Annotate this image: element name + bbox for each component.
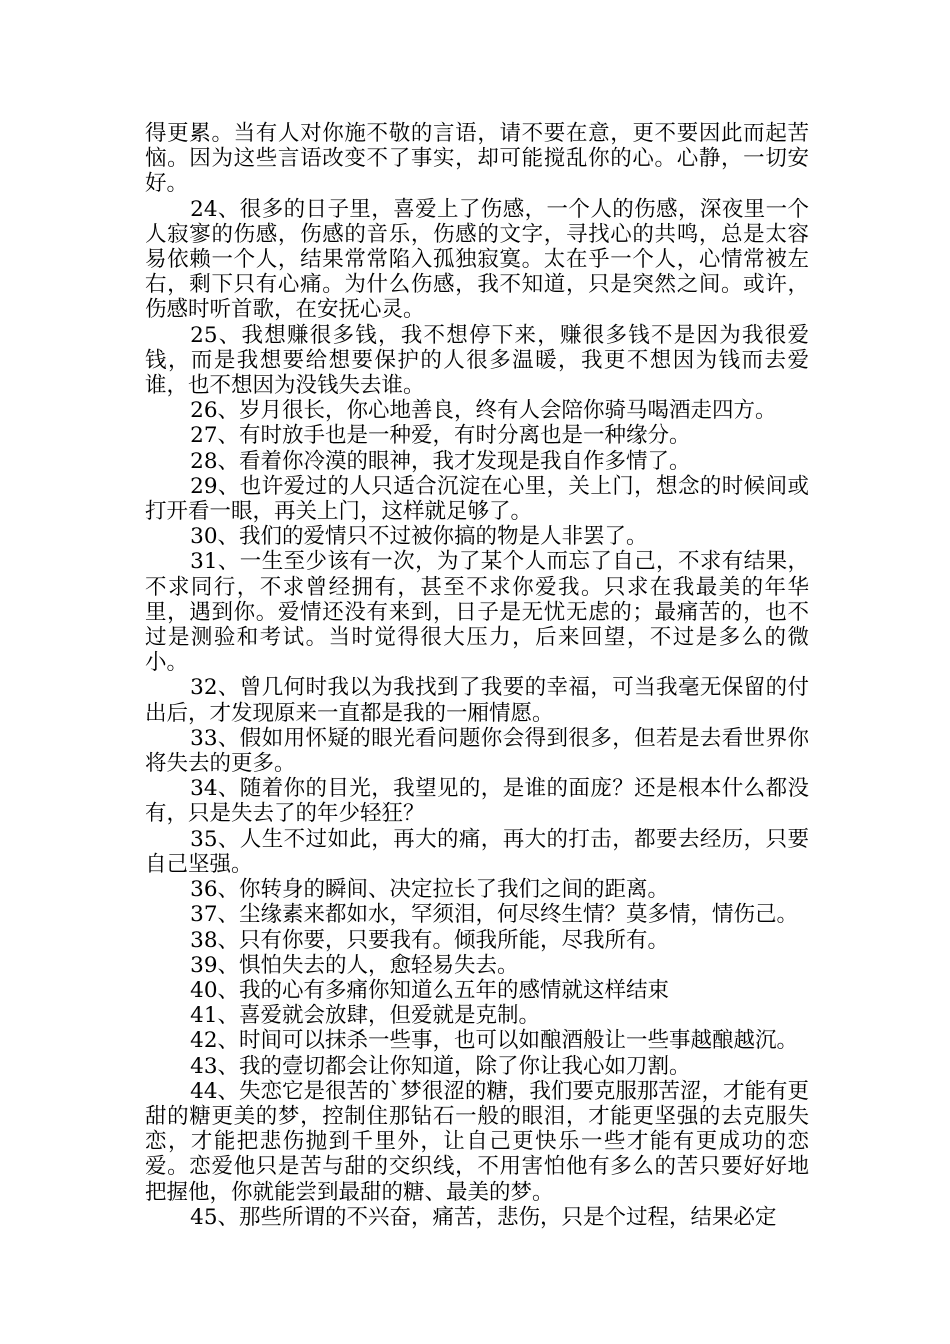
paragraph-31: 31、一生至少该有一次，为了某个人而忘了自己，不求有结果，不求同行，不求曾经拥有，甚至不求你爱我。只求在我最美的年华里，遇到你。爱情还没有来到，日子是无忧无虑的；最痛苦的，也不过是测验和考试。当时觉得很大压力，后来回望，不过是多么的微小。 (145, 549, 809, 676)
document-page (145, 121, 809, 1230)
paragraph-42: 42、时间可以抹杀一些事，也可以如酿酒般让一些事越酿越沉。 (190, 1028, 799, 1054)
paragraph-33: 33、假如用怀疑的眼光看问题你会得到很多，但若是去看世界你将失去的更多。 (145, 725, 809, 777)
paragraph-35: 35、人生不过如此，再大的痛，再大的打击，都要去经历，只要自己坚强。 (145, 826, 809, 877)
paragraph-41: 41、喜爱就会放肆，但爱就是克制。 (190, 1003, 541, 1029)
paragraph-27: 27、有时放手也是一种爱，有时分离也是一种缘分。 (190, 423, 691, 449)
paragraph-44: 44、失恋它是很苦的`梦很涩的糖，我们要克服那苦涩，才能有更甜的糖更美的梦，控制住那钻石一般的眼泪，才能更坚强的去克服失恋，才能把悲伤抛到千里外，让自己更快乐一些才能有更成功的恋爱。恋爱他只是苦与甜的交织线，不用害怕他有多么的苦只要好好地把握他，你就能尝到最甜的糖、最美的梦。 (145, 1078, 809, 1205)
paragraph-40: 40、我的心有多痛你知道么五年的感情就这样结束 (190, 977, 670, 1003)
paragraph-39: 39、惧怕失去的人，愈轻易失去。 (190, 952, 519, 978)
paragraph-37: 37、尘缘素来都如水，罕须泪，何尽终生情？莫多情，情伤己。 (190, 902, 799, 928)
paragraph-38: 38、只有你要，只要我有。倾我所能，尽我所有。 (190, 927, 670, 953)
paragraph-36: 36、你转身的瞬间、决定拉长了我们之间的距离。 (190, 877, 670, 903)
paragraph-29: 29、也许爱过的人只适合沉淀在心里，关上门，想念的时候间或打开看一眼，再关上门，这样就足够了。 (145, 473, 809, 525)
paragraph-24: 24、很多的日子里，喜爱上了伤感，一个人的伤感，深夜里一个人寂寥的伤感，伤感的音乐，伤感的文字，寻找心的共鸣，总是太容易依赖一个人，结果常常陷入孤独寂寞。太在乎一个人，心情常被左右，剩下只有心痛。为什么伤感，我不知道，只是突然之间。或许，伤感时听首歌，在安抚心灵。 (145, 196, 809, 323)
paragraph-28: 28、看着你冷漠的眼神，我才发现是我自作多情了。 (190, 448, 691, 474)
paragraph-30: 30、我们的爱情只不过被你搞的物是人非罢了。 (190, 524, 648, 550)
paragraph-continuation: 得更累。当有人对你施不敬的言语，请不要在意，更不要因此而起苦恼。因为这些言语改变不了事实，却可能搅乱你的心。心静，一切安好。 (145, 121, 809, 197)
paragraph-32: 32、曾几何时我以为我找到了我要的幸福，可当我毫无保留的付出后，才发现原来一直都是我的一厢情愿。 (145, 675, 809, 726)
paragraph-25: 25、我想赚很多钱，我不想停下来，赚很多钱不是因为我很爱钱，而是我想要给想要保护的人很多温暖，我更不想因为钱而去爱谁，也不想因为没钱失去谁。 (145, 322, 809, 399)
paragraph-45: 45、那些所谓的不兴奋，痛苦，悲伤，只是个过程，结果必定 (190, 1204, 777, 1230)
paragraph-43: 43、我的壹切都会让你知道，除了你让我心如刀割。 (190, 1053, 691, 1079)
paragraph-26: 26、岁月很长，你心地善良，终有人会陪你骑马喝酒走四方。 (190, 398, 777, 424)
paragraph-34: 34、随着你的目光，我望见的，是谁的面庞？还是根本什么都没有，只是失去了的年少轻狂？ (145, 776, 809, 827)
